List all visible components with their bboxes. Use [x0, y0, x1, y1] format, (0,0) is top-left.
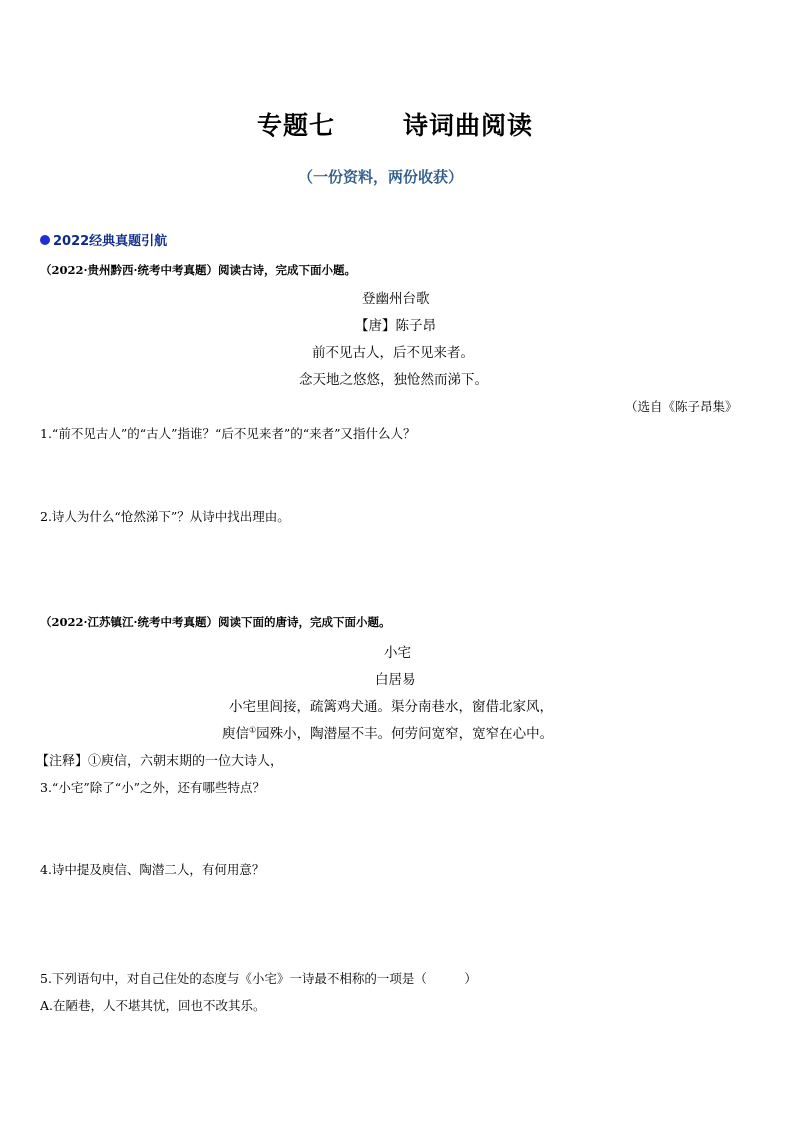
passage2-line-2-start: 庾信 — [222, 726, 249, 742]
question-3: 3.“小宅”除了“小”之外，还有哪些特点？ — [40, 780, 265, 795]
passage1-line-1: 前不见古人，后不见来者。 — [312, 345, 474, 361]
footnote-marker: ① — [249, 725, 257, 735]
question-1: 1.“前不见古人”的“古人”指谁？“后不见来者”的“来者”又指什么人？ — [40, 426, 416, 441]
passage2-line-1: 小宅里闾接，疏篱鸡犬通。渠分南巷水，窗借北家风， — [229, 699, 553, 715]
passage1-line-2: 念天地之悠悠，独怆然而涕下。 — [299, 372, 488, 388]
passage2-line-2-end: 园殊小，陶潜屋不丰。何劳问宽窄，宽窄在心中。 — [256, 726, 554, 742]
section-heading-text: 2022经典真题引航 — [53, 234, 168, 249]
passage2-author: 白居易 — [375, 672, 416, 688]
passage2-note: 【注释】①庾信，六朝末期的一位大诗人， — [36, 754, 284, 769]
passage2-line-2 — [222, 722, 553, 742]
question-5-option-a: A.在陋巷，人不堪其忧，回也不改其乐。 — [40, 998, 266, 1013]
passage1-author: 【唐】陈子昂 — [355, 318, 436, 334]
page-title-subject: 诗词曲阅读 — [403, 111, 534, 140]
passage1-citation: （选自《陈子昂集》 — [625, 399, 738, 414]
bullet-dot-icon — [40, 235, 50, 245]
page-subtitle: （一份资料，两份收获） — [298, 168, 464, 186]
passage1-poem-title: 登幽州台歌 — [362, 291, 430, 307]
question-5: 5.下列语句中，对自己住处的态度与《小宅》一诗最不相称的一项是（ ） — [40, 971, 477, 986]
section-heading — [40, 230, 167, 249]
page-title-topic: 专题七 — [257, 111, 336, 140]
question-4: 4.诗中提及庾信、陶潜二人，有何用意？ — [40, 862, 265, 877]
passage2-poem-title: 小宅 — [384, 645, 411, 661]
question-2: 2.诗人为什么“怆然涕下”？从诗中找出理由。 — [40, 509, 290, 524]
passage1-source: （2022·贵州黔西·统考中考真题）阅读古诗，完成下面小题。 — [40, 263, 357, 277]
passage2-source: （2022·江苏镇江·统考中考真题）阅读下面的唐诗，完成下面小题。 — [40, 615, 391, 629]
